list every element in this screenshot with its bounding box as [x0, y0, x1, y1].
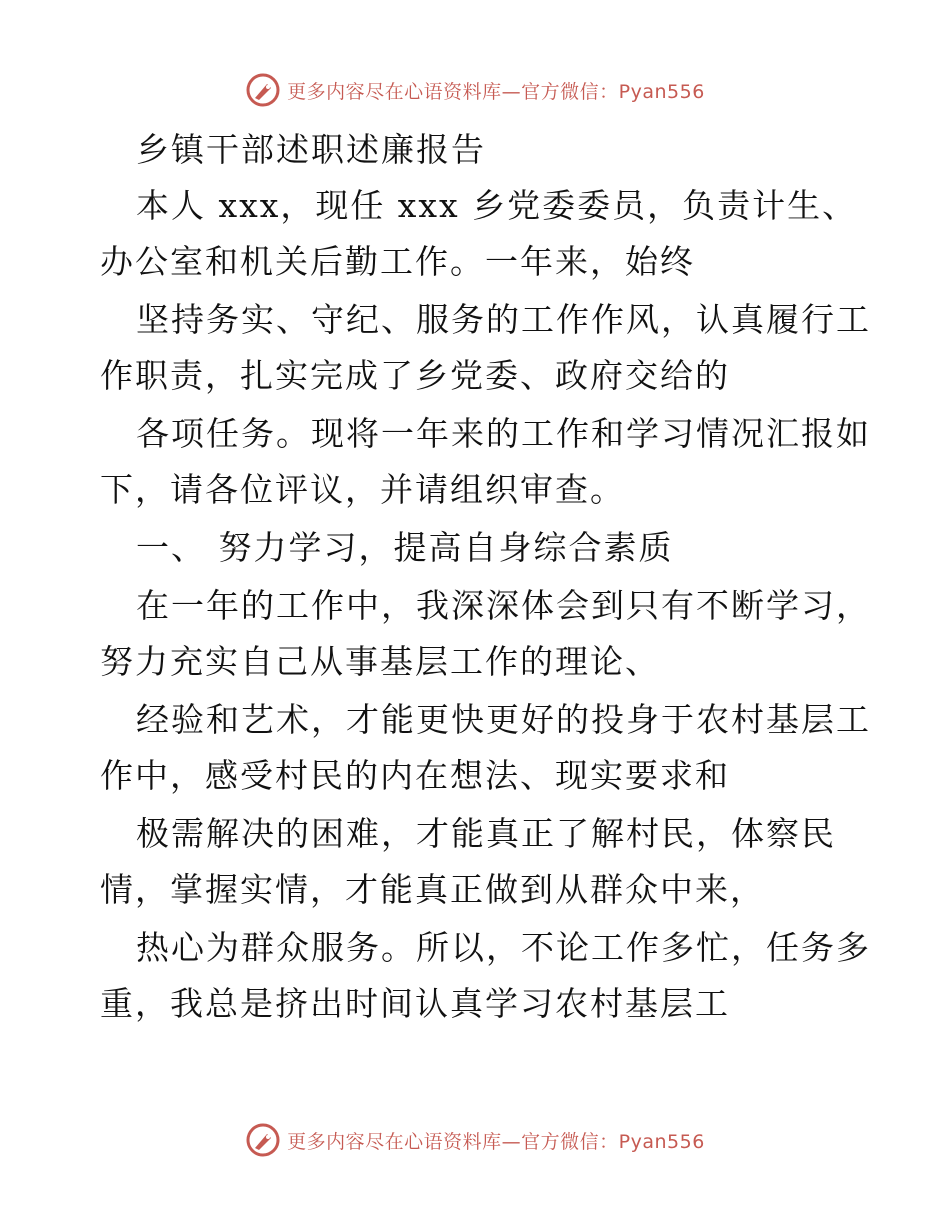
paragraph-line: 热心为群众服务。所以，不论工作多忙，任务多	[136, 928, 871, 967]
section-heading: 一、 努力学习，提高自身综合素质	[136, 528, 674, 567]
paragraph-line: 作中，感受村民的内在想法、现实要求和	[100, 756, 730, 795]
paragraph-line: 本人 xxx，现任 xxx 乡党委委员，负责计生、	[136, 186, 858, 225]
paragraph-line: 各项任务。现将一年来的工作和学习情况汇报如	[136, 414, 871, 453]
paragraph-line: 极需解决的困难，才能真正了解村民，体察民	[136, 814, 836, 853]
paragraph-line: 努力充实自己从事基层工作的理论、	[100, 642, 660, 681]
footer-watermark	[0, 1120, 950, 1160]
header-watermark	[0, 70, 950, 110]
document-title: 乡镇干部述职述廉报告	[136, 130, 486, 169]
watermark-text: 更多内容尽在心语资料库—官方微信：Pyan556	[287, 80, 705, 103]
paragraph-line: 情，掌握实情，才能真正做到从群众中来，	[100, 870, 765, 909]
paragraph-line: 重，我总是挤出时间认真学习农村基层工	[100, 984, 730, 1023]
paragraph-line: 作职责，扎实完成了乡党委、政府交给的	[100, 356, 730, 395]
pen-nib-logo-icon	[245, 72, 281, 108]
paragraph-line: 办公室和机关后勤工作。一年来，始终	[100, 242, 695, 281]
watermark-text: 更多内容尽在心语资料库—官方微信：Pyan556	[287, 1130, 705, 1153]
paragraph-line: 在一年的工作中，我深深体会到只有不断学习，	[136, 586, 871, 625]
pen-nib-logo-icon	[245, 1122, 281, 1158]
paragraph-line: 下，请各位评议，并请组织审查。	[100, 470, 625, 509]
paragraph-line: 经验和艺术，才能更快更好的投身于农村基层工	[136, 700, 871, 739]
paragraph-line: 坚持务实、守纪、服务的工作作风，认真履行工	[136, 300, 871, 339]
